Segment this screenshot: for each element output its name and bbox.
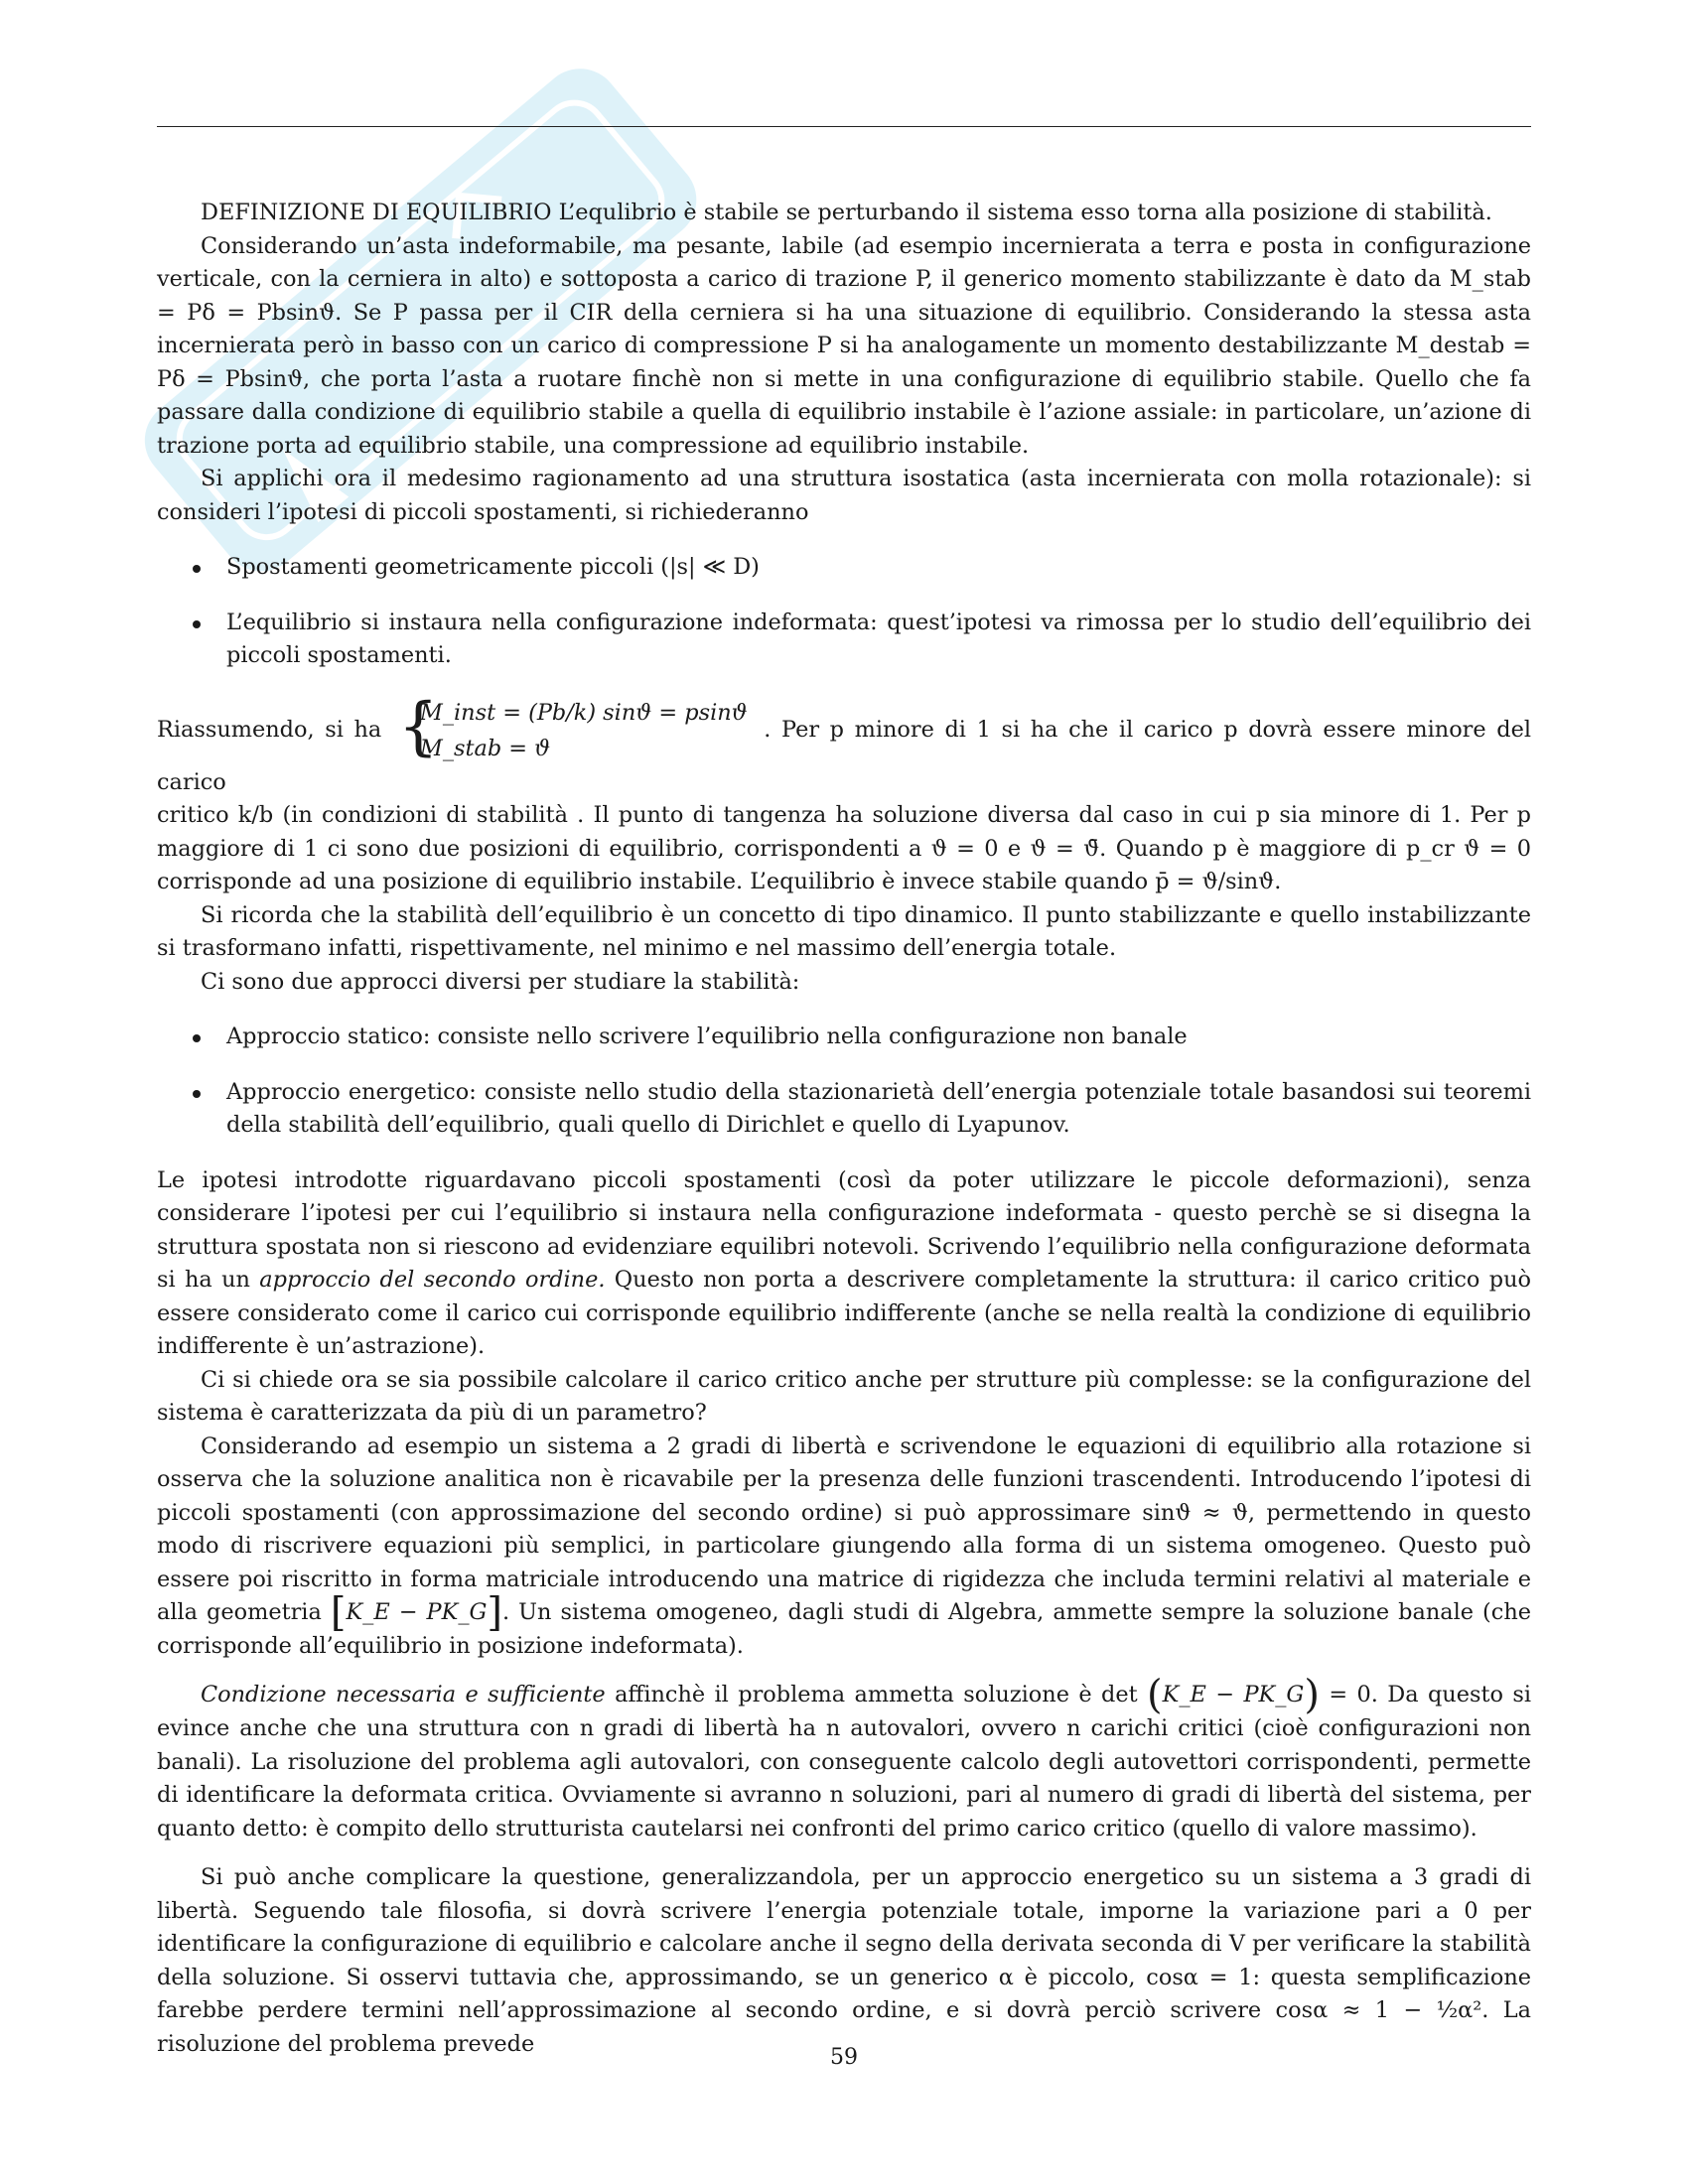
determinant-matrix: K_E − PK_G: [1162, 1682, 1305, 1708]
document-body: [157, 197, 1531, 2061]
right-paren: ): [1304, 1672, 1320, 1718]
condizione-text: affinchè il problema ammetta soluzione è det: [615, 1682, 1138, 1708]
paragraph-due-gradi: [157, 1431, 1531, 1664]
page-number: 59: [830, 2045, 858, 2070]
due-gradi-text: Considerando ad esempio un sistema a 2 gradi di libertà e scrivendone le equazioni di equilibrio alla rotazione si osserva che la soluzione analitica non è ricavabile per la presenza delle funzioni trascendenti. Introducendo l’ipotesi di piccoli spostamenti (con approssimazione del secondo ordine) si può approssimare sinϑ ≈ ϑ, permettendo in questo modo di riscrivere equazioni più semplici, in particolare giungendo alla forma di un sistema omogeneo. Questo può essere poi riscritto in forma matriciale introducendo una matrice di rigidezza che includa termini relativi al materiale e alla geometria: [157, 1433, 1531, 1625]
brace-icon: {: [397, 689, 439, 763]
bullet-list-hypotheses: [157, 551, 1531, 673]
stiffness-matrix: K_E − PK_G: [346, 1599, 488, 1625]
riassumendo-tail: . Per p minore di 1 si ha che il carico p dovrà essere minore del carico: [157, 716, 1532, 795]
paragraph-approcci-intro: Ci sono due approcci diversi per studiare la stabilità:: [201, 968, 800, 995]
emphasis-condizione: Condizione necessaria e sufficiente: [201, 1682, 606, 1708]
due-gradi-text-2: . Un sistema omogeneo, dagli studi di Algebra, ammette sempre la soluzione banale (che corrisponde all’equilibrio in posizione indeformata).: [157, 1599, 1532, 1659]
equation-system: [397, 689, 748, 766]
paragraph-struttura-isostatica: Si applichi ora il medesimo ragionamento ad una struttura isostatica (asta incernierata con molla rotazionale): si consideri l’ipotesi di piccoli spostamenti, si richiederanno: [157, 466, 1531, 525]
paragraph-stabilita-dinamica: Si ricorda che la stabilità dell’equilibrio è un concetto di tipo dinamico. Il punto stabilizzante e quello instabilizzante si trasformano infatti, rispettivamente, nel minimo e nel massimo dell’energia totale.: [157, 901, 1531, 961]
paragraph-carico-critico: critico k/b (in condizioni di stabilità . Il punto di tangenza ha soluzione diversa dal caso in cui p sia minore di 1. Per p maggiore di 1 ci sono due posizioni di equilibrio, corrispondenti a ϑ = 0 e ϑ = ϑ̄. Quando p è maggiore di p_cr ϑ = 0 corrisponde ad una posizione di equilibrio instabile. L’equilibrio è invece stabile quando p̄ = ϑ/sinϑ.: [157, 802, 1531, 894]
left-paren: (: [1147, 1672, 1163, 1718]
list-item: L’equilibrio si instaura nella configurazione indeformata: quest’ipotesi va rimossa per lo studio dell’equilibrio dei piccoli spostamenti.: [226, 607, 1531, 673]
list-item: Spostamenti geometricamente piccoli (|s| ≪ D): [226, 551, 1531, 585]
paragraph-ipotesi: [157, 1164, 1531, 1364]
left-bracket: [: [330, 1589, 347, 1636]
ipotesi-text: Le ipotesi introdotte riguardavano piccoli spostamenti (così da poter utilizzare le piccole deformazioni), senza considerare l’ipotesi per cui l’equilibrio si instaura nella configurazione indeformata - questo perchè se si disegna la struttura spostata non si riescono ad evidenziare equilibri notevoli. Scrivendo l’equilibrio nella configurazione deformata si ha un: [157, 1166, 1531, 1293]
emphasis-secondo-ordine: approccio del secondo ordine.: [259, 1267, 606, 1293]
condizione-text-2: = 0. Da questo si evince anche che una struttura con n gradi di libertà ha n autovalori, ovvero n carichi critici (cioè configurazioni non banali). La risoluzione del problema agli autovalori, con conseguente calcolo degli autovettori corrispondenti, permette di identificare la deformata critica. Ovviamente si avranno n soluzioni, pari al numero di gradi di libertà del sistema, per quanto detto: è compito dello strutturista cautelarsi nei confronti del primo carico critico (quello di valore massimo).: [157, 1682, 1531, 1842]
equation-row: M_stab = ϑ: [419, 735, 551, 761]
list-item: Approccio energetico: consiste nello studio della stazionarietà dell’energia potenziale totale basandosi sui teoremi della stabilità dell’equilibrio, quali quello di Dirichlet e quello di Lyapunov.: [226, 1076, 1531, 1143]
paragraph-tre-gradi: Si può anche complicare la questione, generalizzandola, per un approccio energetico su un sistema a 3 gradi di libertà. Seguendo tale filosofia, si dovrà scrivere l’energia potenziale totale, imporne la variazione pari a 0 per identificare la configurazione di equilibrio e calcolare anche il segno della derivata seconda di V per verificare la stabilità della soluzione. Si osservi tuttavia che, approssimando, se un generico α è piccolo, cosα = 1: questa semplificazione farebbe perdere termini nell’approssimazione al secondo ordine, e si dovrà perciò scrivere cosα ≈ 1 − ½α². La risoluzione del problema prevede: [157, 1864, 1531, 2057]
ipotesi-text-2: Questo non porta a descrivere completamente la struttura: il carico critico può essere considerato come il carico cui corrisponde equilibrio indifferente (anche se nella realtà la condizione di equilibrio indifferente è un’astrazione).: [157, 1267, 1531, 1359]
paragraph-condizione: [157, 1672, 1531, 1845]
header-rule: [157, 126, 1531, 127]
riassumendo-lead: Riassumendo, si ha: [157, 716, 382, 743]
paragraph-strutture-complesse: Ci si chiede ora se sia possibile calcolare il carico critico anche per strutture più complesse: se la configurazione del sistema è caratterizzata da più di un parametro?: [157, 1366, 1531, 1426]
right-bracket: ]: [487, 1589, 503, 1636]
equation-row: M_inst = (Pb/k) sinϑ = psinϑ: [419, 699, 748, 726]
paragraph-asta: Considerando un’asta indeformabile, ma pesante, labile (ad esempio incernierata a terra e posta in configurazione verticale, con la cerniera in alto) e sottoposta a carico di trazione P, il generico momento stabilizzante è dato da M_stab = Pδ = Pbsinϑ. Se P passa per il CIR della cerniera si ha una situazione di equilibrio. Considerando la stessa asta incernierata però in basso con un carico di compressione P si ha analogamente un momento destabilizzante M_destab = Pδ = Pbsinϑ, che porta l’asta a ruotare finchè non si mette in una configurazione di equilibrio stabile. Quello che fa passare dalla condizione di equilibrio stabile a quella di equilibrio instabile è l’azione assiale: in particolare, un’azione di trazione porta ad equilibrio stabile, una compressione ad equilibrio instabile.: [157, 232, 1531, 459]
paragraph-definition: DEFINIZIONE DI EQUILIBRIO L’equlibrio è stabile se perturbando il sistema esso torna alla posizione di stabilità.: [201, 200, 1492, 225]
bullet-list-approaches: [157, 1021, 1531, 1143]
paragraph-riassumendo: [157, 689, 1532, 800]
list-item: Approccio statico: consiste nello scrivere l’equilibrio nella configurazione non banale: [226, 1021, 1531, 1054]
